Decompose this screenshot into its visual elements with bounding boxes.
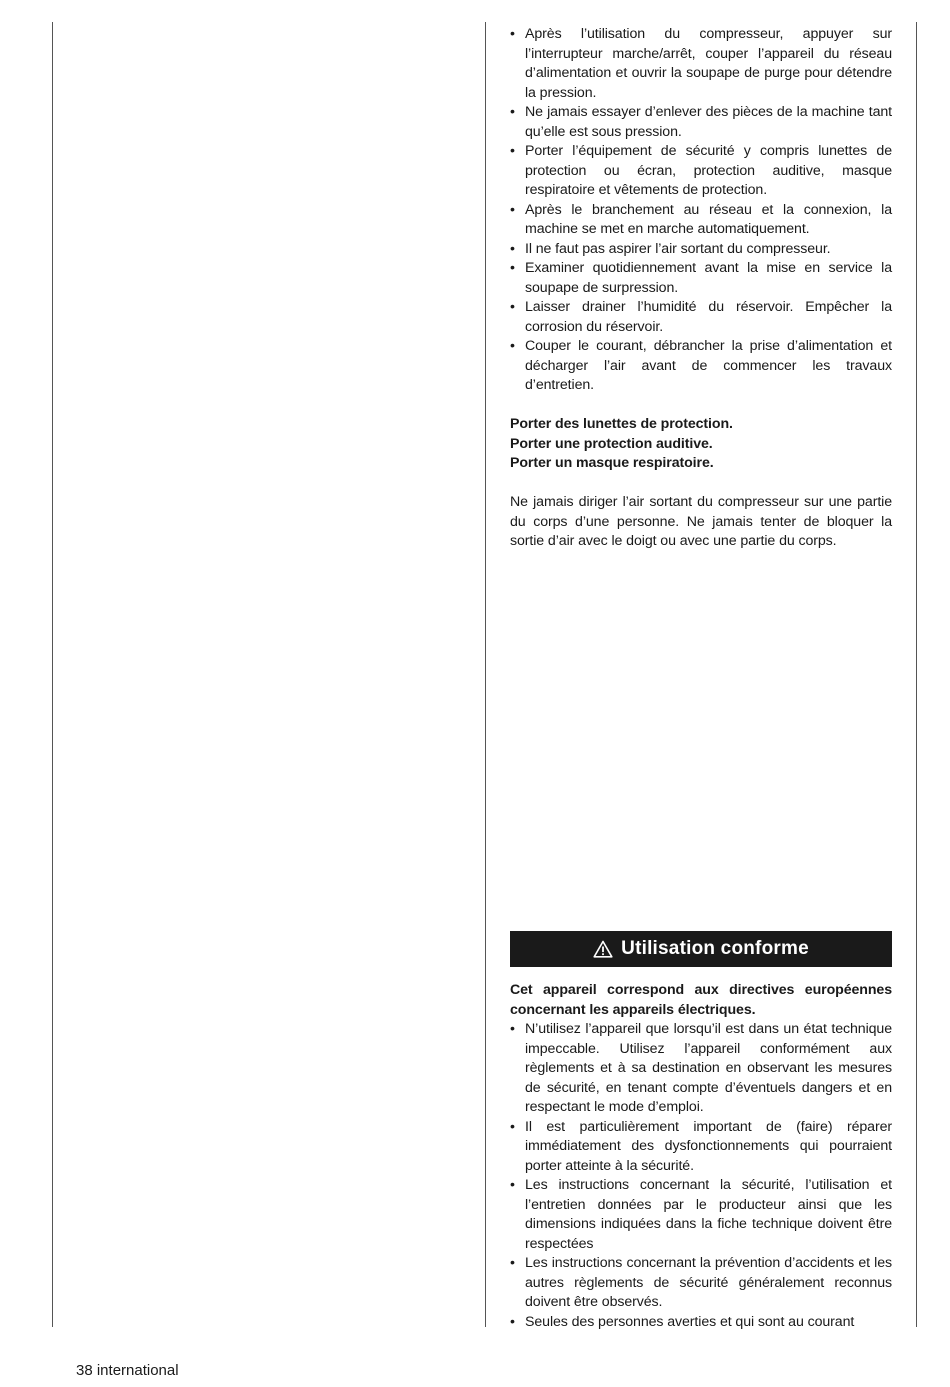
- air-direction-warning: Ne jamais diriger l’air sortant du compresseur sur une partie du corps d’une personne. Ne jamais tenter de bloquer la sortie d’air avec le doigt ou avec une partie du corps.: [510, 494, 892, 549]
- list-item: • Les instructions concernant la sécurité, l’utilisation et l’entretien données par le producteur ainsi que les dimensions indiquées dans la fiche technique doivent être respectées: [510, 1176, 892, 1254]
- page-footer: 38 international: [76, 1362, 179, 1379]
- list-item: • Porter l’équipement de sécurité y compris lunettes de protection ou écran, protection auditive, masque respiratoire et vêtements de protection.: [510, 142, 892, 201]
- list-item: • Seules des personnes averties et qui sont au courant: [510, 1313, 892, 1333]
- list-item: • Couper le courant, débrancher la prise d’alimentation et décharger l’air avant de commencer les travaux d’entretien.: [510, 337, 892, 396]
- section-title: Utilisation conforme: [621, 938, 809, 959]
- list-item: • Laisser drainer l’humidité du réservoir. Empêcher la corrosion du réservoir.: [510, 298, 892, 337]
- hearing-protection-notice: Porter une protection auditive.: [510, 435, 713, 452]
- list-item: • Examiner quotidiennement avant la mise en service la soupape de surpression.: [510, 259, 892, 298]
- section-intro: Cet appareil correspond aux directives européennes concernant les appareils électriques.: [510, 982, 892, 1018]
- right-margin-rule: [916, 22, 917, 1327]
- section-heading-utilisation-conforme: [510, 931, 892, 967]
- warning-triangle-icon: [593, 940, 613, 958]
- list-item: • N’utilisez l’appareil que lorsqu’il est dans un état technique impeccable. Utilisez l’appareil conformément aux règlements et à sa destination en observant les mesures de sécurité, en tenant compte d’éventuels dangers et en respectant le mode d’emploi.: [510, 1020, 892, 1118]
- utilisation-conforme-column: [510, 981, 892, 1332]
- list-item: • Il ne faut pas aspirer l’air sortant du compresseur.: [510, 240, 892, 260]
- list-item: • Après le branchement au réseau et la connexion, la machine se met en marche automatiquement.: [510, 201, 892, 240]
- column-divider-rule: [485, 22, 486, 1327]
- respirator-notice: Porter un masque respiratoire.: [510, 455, 714, 471]
- list-item: • Après l’utilisation du compresseur, appuyer sur l’interrupteur marche/arrêt, couper l’appareil du réseau d’alimentation et ouvrir la soupape de purge pour détendre la pression.: [510, 25, 892, 103]
- safety-instructions-column: [510, 25, 892, 552]
- protective-glasses-notice: Porter des lunettes de protection.: [510, 416, 733, 432]
- safety-bullet-list: [510, 25, 892, 396]
- list-item: • Les instructions concernant la prévention d’accidents et les autres règlements de sécurité généralement reconnus doivent être observés.: [510, 1254, 892, 1313]
- left-margin-rule: [52, 22, 53, 1327]
- list-item: • Ne jamais essayer d’enlever des pièces de la machine tant qu’elle est sous pression.: [510, 103, 892, 142]
- usage-bullet-list: [510, 1020, 892, 1332]
- list-item: • Il est particulièrement important de (faire) réparer immédiatement des dysfonctionnements qui pourraient porter atteinte à la sécurité.: [510, 1118, 892, 1177]
